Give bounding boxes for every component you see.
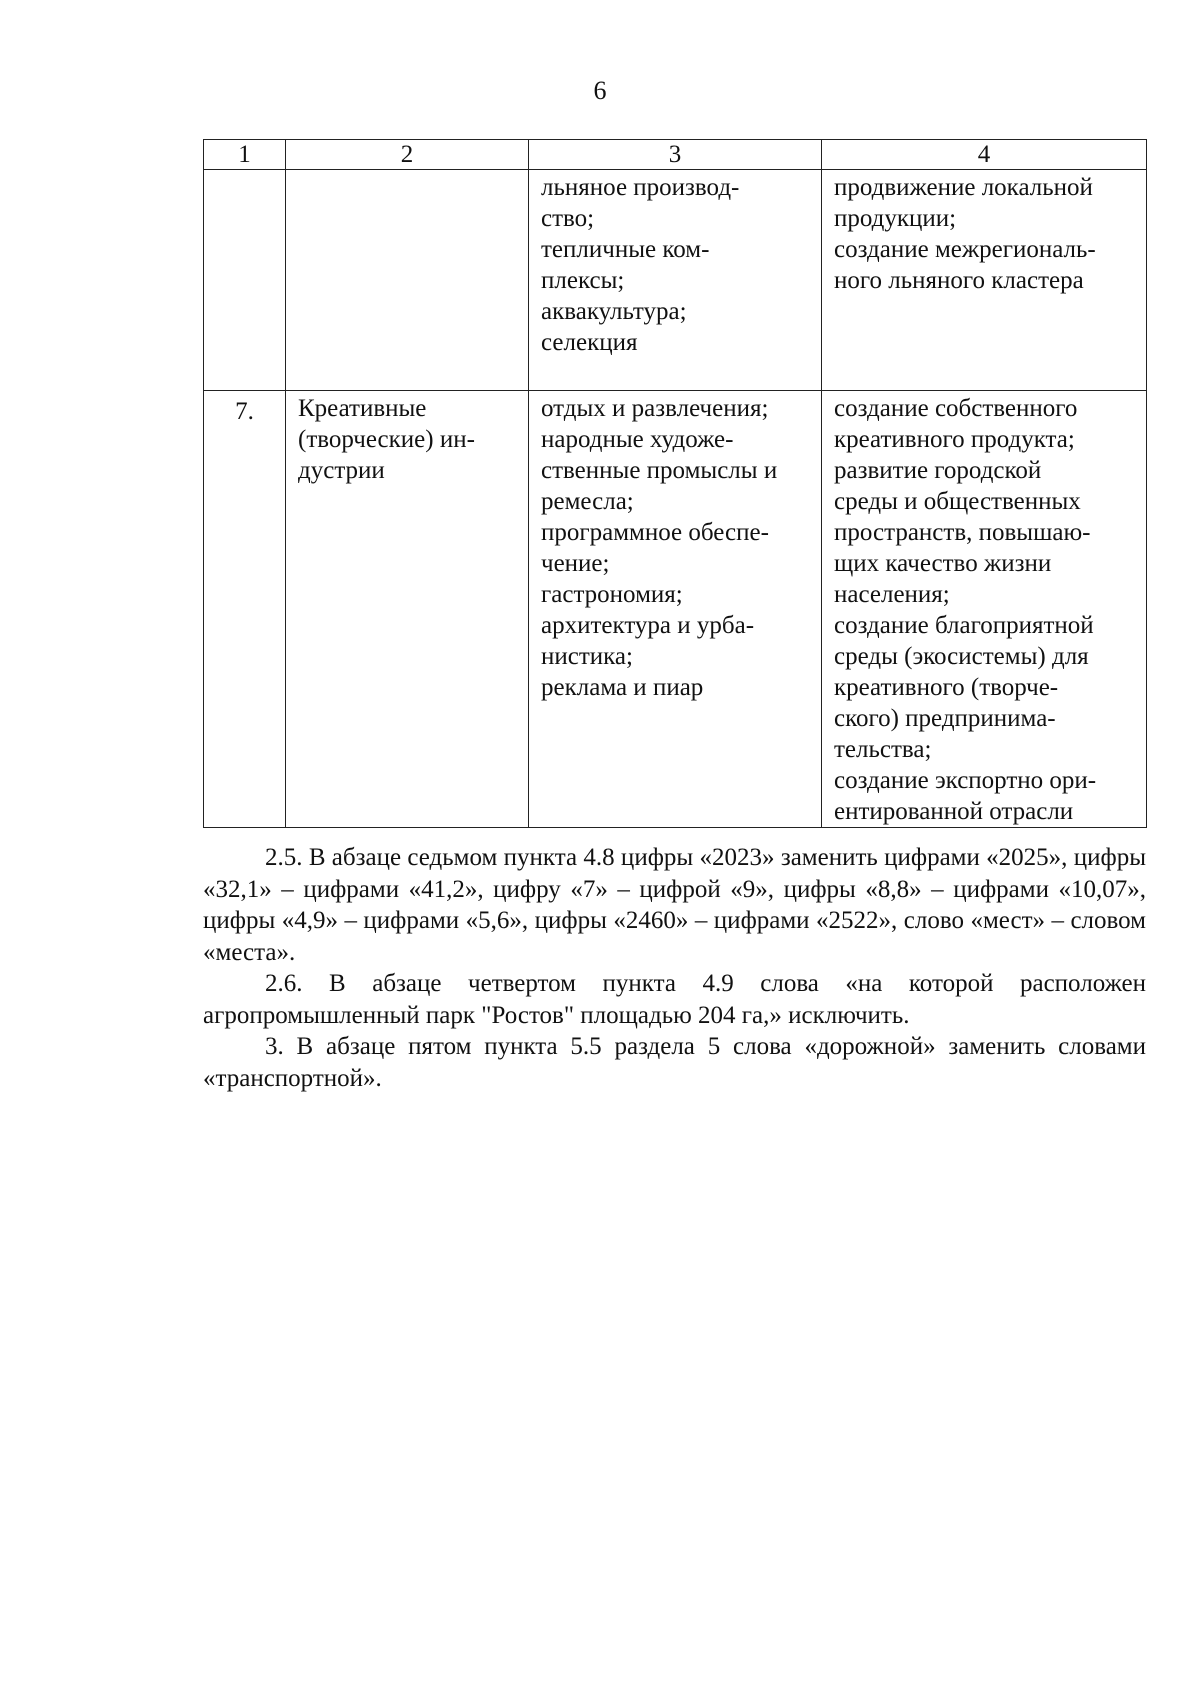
cell-line: тепличные ком- [541,236,710,263]
cell-line: среды (экосистемы) для [834,643,1089,670]
industry-name-cell [286,170,529,391]
cell-line: развитие городской [834,457,1042,484]
cell-line: аквакультура; [541,298,687,325]
amendments-text [203,842,1146,1094]
cell-line: ного льняного кластера [834,267,1084,294]
cell-line: народные художе- [541,426,734,453]
cell-line: среды и общественных [834,488,1081,515]
cell-line: создание собственного [834,395,1078,422]
cell-line: ственные промыслы и [541,457,778,484]
tasks-cell [822,391,1147,828]
cell-line: (творческие) ин- [298,426,475,453]
cell-line: отдых и развлечения; [541,395,769,422]
cell-line: ство; [541,205,595,232]
measures-table [203,139,1147,828]
cell-line: программное обеспе- [541,519,769,546]
cell-line: ентированной отрасли [834,798,1074,825]
column-header: 4 [822,140,1147,170]
cell-line: ского) предпринима- [834,705,1056,732]
cell-line: продукции; [834,205,957,232]
cell-line: реклама и пиар [541,674,704,701]
cell-line: пространств, повышаю- [834,519,1091,546]
row-number [204,170,286,391]
cell-line: архитектура и урба- [541,612,755,639]
cell-line: продвижение локальной [834,174,1093,201]
column-header: 2 [286,140,529,170]
cell-line: плексы; [541,267,625,294]
column-header: 1 [204,140,286,170]
cell-line: щих качество жизни [834,550,1052,577]
paragraph: 2.5. В абзаце седьмом пункта 4.8 цифры «2023» заменить цифрами «2025», цифры «32,1» – цифрами «41,2», цифру «7» – цифрой «9», цифры «8,8» – цифрами «10,07», цифры «4,9» – цифрами «5,6», цифры «2460» – цифрами «2522», слово «мест» – словом «места». [203,844,1146,966]
paragraph: 2.6. В абзаце четвертом пункта 4.9 слова «на которой расположен агропромышленный парк "Ростов" площадью 204 га,» исключить. [203,970,1146,1029]
table-header-row [204,140,1147,170]
table-row [204,170,1147,391]
directions-cell [529,170,822,391]
row-number: 7. [204,391,286,828]
cell-line: льняное производ- [541,174,740,201]
cell-line: дустрии [298,457,385,484]
directions-cell [529,391,822,828]
cell-line: Креативные [298,395,427,422]
paragraph: 3. В абзаце пятом пункта 5.5 раздела 5 слова «дорожной» заменить словами «транспортной». [203,1033,1146,1092]
table-row [204,391,1147,828]
page-number: 6 [593,76,607,105]
cell-line: населения; [834,581,950,608]
cell-line: гастрономия; [541,581,683,608]
cell-line: тельства; [834,736,932,763]
column-header: 3 [529,140,822,170]
cell-line: создание межрегиональ- [834,236,1096,263]
cell-line: создание экспортно ори- [834,767,1097,794]
cell-line: создание благоприятной [834,612,1094,639]
cell-line: чение; [541,550,610,577]
industry-name-cell [286,391,529,828]
cell-line: нистика; [541,643,633,670]
cell-line: селекция [541,329,638,356]
cell-line: креативного продукта; [834,426,1075,453]
tasks-cell [822,170,1147,391]
cell-line: креативного (творче- [834,674,1059,701]
cell-line: ремесла; [541,488,634,515]
